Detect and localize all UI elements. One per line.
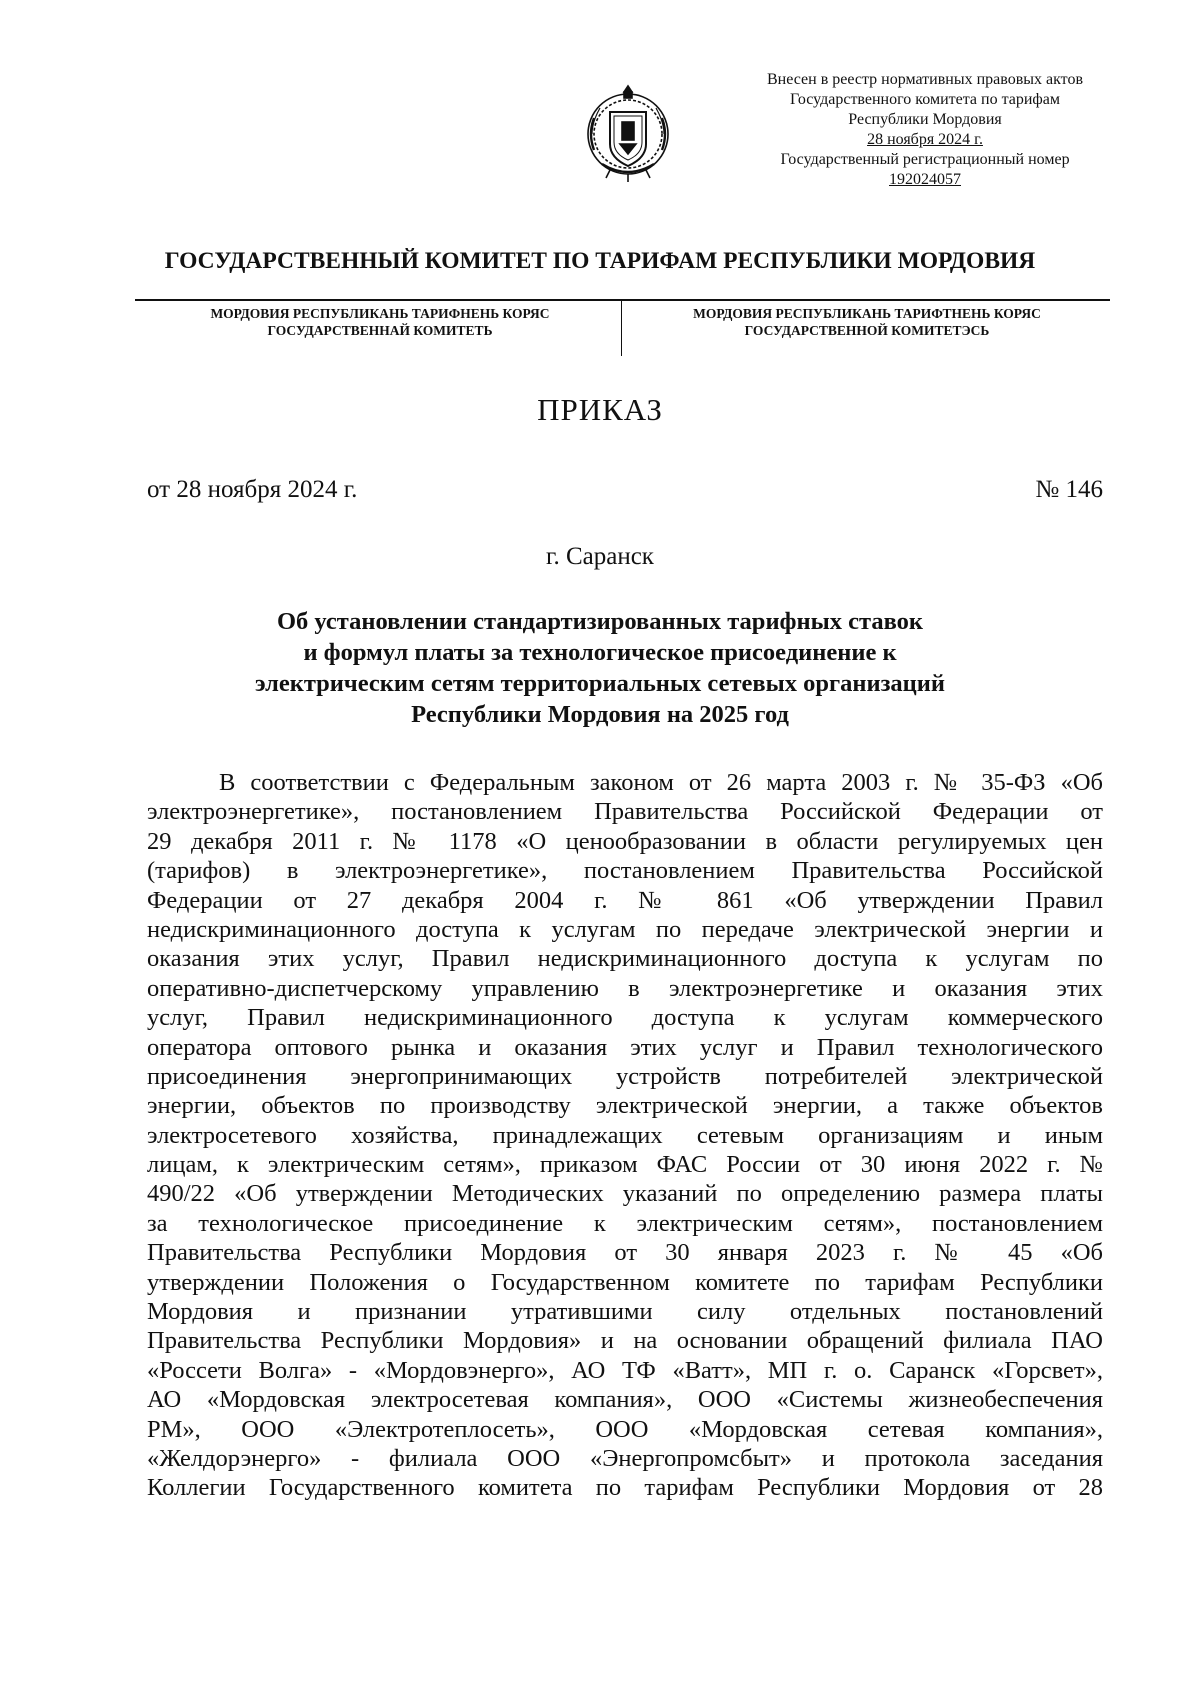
body-line: Мордовия и признании утратившими силу отдельных постановлений — [147, 1298, 1103, 1326]
body-line: лицам, к электрическим сетям», приказом ФАС России от 30 июня 2022 г. № — [147, 1151, 1103, 1179]
header-divider — [135, 299, 1110, 301]
org-name-moksha-line-1: МОРДОВИЯ РЕСПУБЛИКАНЬ ТАРИФНЕНЬ КОРЯС — [210, 306, 550, 321]
org-name-erzya-line-2: ГОСУДАРСТВЕННОЙ КОМИТЕТЭСЬ — [744, 323, 990, 338]
stamp-line-5: Государственный регистрационный номер — [780, 151, 1070, 168]
document-number: № 146 — [1035, 476, 1103, 503]
header-vertical-divider — [621, 300, 622, 356]
org-name-moksha-line-2: ГОСУДАРСТВЕННАЙ КОМИТЕТЬ — [267, 323, 493, 338]
stamp-date: 28 ноября 2024 г. — [867, 131, 983, 148]
org-name-moksha — [150, 305, 610, 339]
body-line: Правительства Республики Мордовия от 30 января 2023 г. № 45 «Об — [147, 1239, 1103, 1267]
stamp-line-3: Республики Мордовия — [848, 111, 1002, 128]
body-line: РМ», ООО «Электротеплосеть», ООО «Мордовская сетевая компания», — [147, 1415, 1103, 1443]
org-name-erzya — [632, 305, 1102, 339]
coat-of-arms-icon — [580, 78, 676, 186]
body-line: АО «Мордовская электросетевая компания», ООО «Системы жизнеобеспечения — [147, 1386, 1103, 1414]
org-name: ГОСУДАРСТВЕННЫЙ КОМИТЕТ ПО ТАРИФАМ РЕСПУБЛИКИ МОРДОВИЯ — [164, 248, 1036, 274]
registration-stamp — [735, 70, 1115, 190]
body-line: «Желдорэнерго» - филиала ООО «Энергопромсбыт» и протокола заседания — [147, 1444, 1103, 1472]
title-line: Об установлении стандартизированных тарифных ставок — [276, 608, 924, 635]
stamp-reg-number: 192024057 — [889, 171, 961, 188]
document-body — [147, 768, 1103, 1503]
body-line: 29 декабря 2011 г. № 1178 «О ценообразовании в области регулируемых цен — [147, 827, 1103, 855]
body-line: недискриминационного доступа к услугам по передаче электрической энергии и — [147, 915, 1103, 943]
body-line: утверждении Положения о Государственном комитете по тарифам Республики — [147, 1268, 1103, 1296]
title-line: Республики Мордовия на 2025 год — [411, 701, 789, 728]
document-type: ПРИКАЗ — [537, 392, 663, 427]
body-line: оказания этих услуг, Правил недискриминационного доступа к услугам по — [147, 945, 1103, 973]
body-line: Коллегии Государственного комитета по тарифам Республики Мордовия от 28 — [147, 1474, 1103, 1502]
body-line: В соответствии с Федеральным законом от 26 марта 2003 г. № 35-ФЗ «Об — [219, 769, 1103, 796]
body-line: Правительства Республики Мордовия» и на основании обращений филиала ПАО — [147, 1327, 1103, 1355]
body-line: оперативно-диспетчерскому управлению в электроэнергетике и оказания этих — [147, 974, 1103, 1002]
document-city: г. Саранск — [546, 543, 654, 570]
body-line: электроэнергетике», постановлением Правительства Российской Федерации от — [147, 798, 1103, 826]
document-date: от 28 ноября 2024 г. — [147, 476, 358, 503]
body-line: (тарифов) в электроэнергетике», постановлением Правительства Российской — [147, 857, 1103, 885]
document-title — [0, 606, 1200, 730]
body-line: услуг, Правил недискриминационного доступа к услугам коммерческого — [147, 1004, 1103, 1032]
body-line: 490/22 «Об утверждении Методических указаний по определению размера платы — [147, 1180, 1103, 1208]
body-line: оператора оптового рынка и оказания этих услуг и Правил технологического — [147, 1033, 1103, 1061]
body-line: за технологическое присоединение к электрическим сетям», постановлением — [147, 1209, 1103, 1237]
body-line: присоединения энергопринимающих устройств потребителей электрической — [147, 1062, 1103, 1090]
body-line: «Россети Волга» - «Мордовэнерго», АО ТФ «Ватт», МП г. о. Саранск «Горсвет», — [147, 1356, 1103, 1384]
org-name-erzya-line-1: МОРДОВИЯ РЕСПУБЛИКАНЬ ТАРИФТНЕНЬ КОРЯС — [693, 306, 1041, 321]
stamp-line-1: Внесен в реестр нормативных правовых актов — [767, 71, 1083, 88]
title-line: и формул платы за технологическое присоединение к — [303, 639, 897, 666]
stamp-line-2: Государственного комитета по тарифам — [789, 91, 1061, 108]
body-line: электросетевого хозяйства, принадлежащих сетевым организациям и иным — [147, 1121, 1103, 1149]
body-line: энергии, объектов по производству электрической энергии, а также объектов — [147, 1092, 1103, 1120]
title-line: электрическим сетям территориальных сетевых организаций — [254, 670, 946, 697]
body-line: Федерации от 27 декабря 2004 г. № 861 «Об утверждении Правил — [147, 886, 1103, 914]
